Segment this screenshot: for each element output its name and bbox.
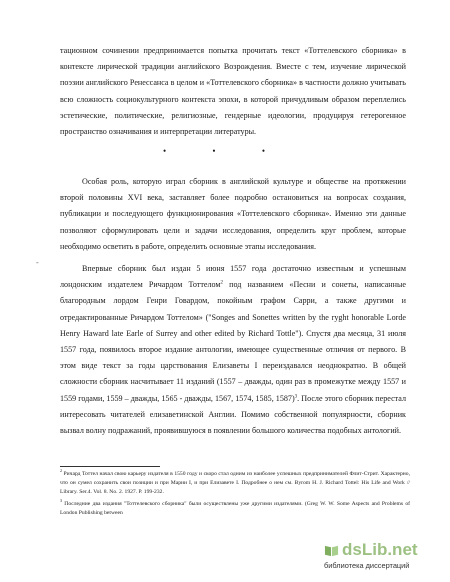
footnote-divider (60, 466, 160, 467)
margin-mark: - (36, 258, 39, 267)
footnote-2-text: Ричард Тоттел начал свою карьеру издателя в 1550 году и скоро стал одним из наиболее успешных предпринимателей Флит-Стрит. Характерно, что он сумел сохранить свои позиции и при Марии I, и при Елизавете I. Подробнее о нем см. Byrom H. J. Richard Tottel: His Life and Work // Library. Ser.4. Vol. 8. No. 2. 1927. P. 199-232. (60, 471, 410, 496)
footnote-2 (60, 470, 410, 498)
dslib-watermark[interactable] (324, 540, 436, 574)
footnotes (60, 470, 410, 520)
paragraph-3 (60, 261, 406, 439)
section-separator: • • • (163, 146, 287, 156)
footnote-ref-2[interactable]: 2 (220, 280, 224, 286)
watermark-logo: dsLib.net (342, 540, 418, 559)
footnote-3-text: Последние два издания "Тоттелевского сборника" были осуществлены уже другими издателями. (Greg W. W. Some Aspects and Problems of London Publishing between (60, 500, 410, 516)
footnote-2-mark: 2 (60, 468, 62, 474)
watermark-logo-row (324, 540, 436, 560)
footnote-ref-3[interactable]: 3 (294, 393, 298, 399)
watermark-subtitle: библиотека диссертаций (324, 561, 410, 570)
paragraph-3-text (60, 261, 406, 439)
paragraph-3-part-1: Впервые сборник был издан 5 июня 1557 года достаточно известным и успешным лондонским издателем Ричардом Тоттелом (60, 264, 406, 290)
open-book-icon (324, 543, 339, 558)
footnote-3 (60, 497, 410, 518)
paragraph-2-text: Особая роль, которую играл сборник в английской культуре и обществе на протяжении второй половины XVI века, заставляет более подробно остановиться на вопросах создания, публикации и последующего функционирования «Тоттелевского сборника». Именно эти данные позволяют сформулировать цели и задачи исследования, определить круг проблем, которые необходимо осветить в работе, определить основные этапы исследования. (60, 177, 406, 251)
footnote-3-mark: 3 (60, 497, 62, 503)
paragraph-1-text: тационном сочинении предпринимается попытка прочитать текст «Тоттелевского сборника» в контексте лирической традиции английского Возрождения. Вместе с тем, изучение лирической поэзии английского Ренессанса в целом и «Тоттелевского сборника» в частности должно учитывать всю сложность социокультурного контекста эпохи, в которой причудливым образом переплелись эстетические, политические, религиозные, гендерные идеологии, продуцируя гетерогенное пространство означивания и интерпретации литературы. (60, 46, 406, 137)
paragraph-3-part-3: . После этого сборник перестал интересовать читателей елизаветинской Англии. Помимо собственной популярности, сборник вызвал волну подражаний, проявившуюся в появлении большого количества подобных антологий. (60, 393, 406, 436)
paragraph-3-part-2: под названием «Песни и сонеты, написанные благородным лордом Генри Говардом, покойным графом Сарри, а также другими и отредактированные Ричардом Тоттелом» ("Songes and Sonettes written by the ryght honorable Lorde Henry Haward late Earle of Surrey and other edited by Richard Tottle"). Спустя два месяца, 31 июля 1557 года, появилось второе издание антологии, имеющее существенные отличия от первого. В этом виде текст за годы царствования Елизаветы I переиздавался неоднократно. В общей сложности сборник насчитывает 11 изданий (1557 – дважды, один раз в промежутке между 1557 и 1559 годами, 1559 – дважды, 1565 - дважды, 1567, 1574, 1585, 1587) (60, 280, 406, 403)
paragraph-2 (60, 174, 406, 255)
paragraph-1 (60, 43, 406, 140)
